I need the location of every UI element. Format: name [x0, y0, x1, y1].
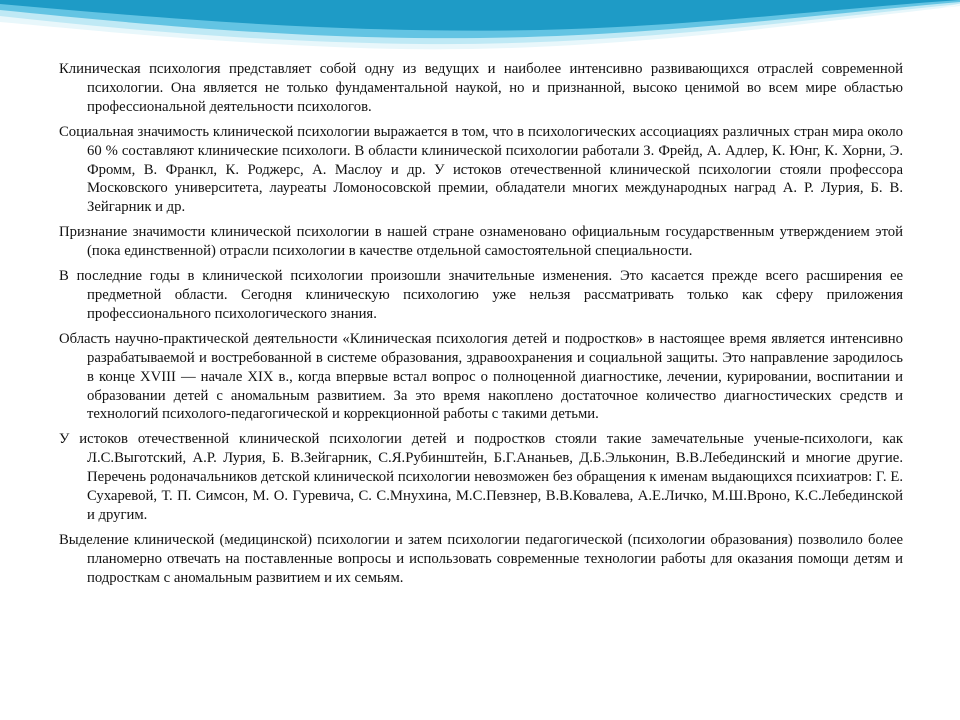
- paragraph-4: В последние годы в клинической психологии произошли значительные изменения. Это касается прежде всего расширения ее предметной области. Сегодня клиническую психологию уже нельзя рассматривать только как сферу приложения профессионального психологического знания.: [59, 268, 903, 322]
- paragraph-1: Клиническая психология представляет собой одну из ведущих и наиболее интенсивно развивающихся отраслей современной психологии. Она является не только фундаментальной наукой, но и признанной, высоко ценимой во всем мире областью профессиональной деятельности психологов.: [59, 61, 903, 115]
- slide-text-body: [59, 60, 903, 594]
- paragraph-3: Признание значимости клинической психологии в нашей стране ознаменовано официальным государственным утверждением этой (пока единственной) отрасли психологии в качестве отдельной самостоятельной специальности.: [59, 224, 903, 260]
- paragraph-2: Социальная значимость клинической психологии выражается в том, что в психологических ассоциациях различных стран мира около 60 % составляют клинические психологи. В области клинической психологии работали З. Фрейд, А. Адлер, К. Юнг, К. Хорни, Э. Фромм, В. Франкл, К. Роджерс, А. Маслоу и др. У истоков отечественной клинической психологии стояли профессора Московского университета, лауреаты Ломоносовской премии, обладатели многих международных наград А. Р. Лурия, Б. В. Зейгарник и др.: [59, 123, 903, 216]
- paragraph-6: У истоков отечественной клинической психологии детей и подростков стояли такие замечательные ученые-психологи, как Л.С.Выготский, А.Р. Лурия, Б. В.Зейгарник, С.Я.Рубинштейн, Б.Г.Ананьев, Д.Б.Эльконин, В.В.Лебединский и многие другие. Перечень родоначальников детской клинической психологии невозможен без обращения к именам выдающихся психиатров: Г. Е. Сухаревой, Т. П. Симсон, М. О. Гуревича, С. С.Мнухина, М.С.Певзнер, В.В.Ковалева, А.Е.Личко, М.Ш.Вроно, К.С.Лебединской и другим.: [59, 431, 903, 523]
- paragraph-7: Выделение клинической (медицинской) психологии и затем психологии педагогической (психологии образования) позволило более планомерно отвечать на поставленные вопросы и использовать современные технологии работы для оказания помощи детям и подросткам с аномальным развитием и их семьям.: [59, 531, 903, 586]
- paragraph-5: Область научно-практической деятельности «Клиническая психология детей и подростков» в настоящее время является интенсивно разрабатываемой и востребованной в системе образования, здравоохранения и социальной защиты. Это направление зародилось в конце XVIII — начале XIX в., когда впервые встал вопрос о полноценной диагностике, лечении, курировании, воспитании и образовании детей с аномальным развитием. За это время накоплено достаточное количество диагностических средств и технологий психолого-педагогической и коррекционной работы с такими детьми.: [59, 330, 903, 423]
